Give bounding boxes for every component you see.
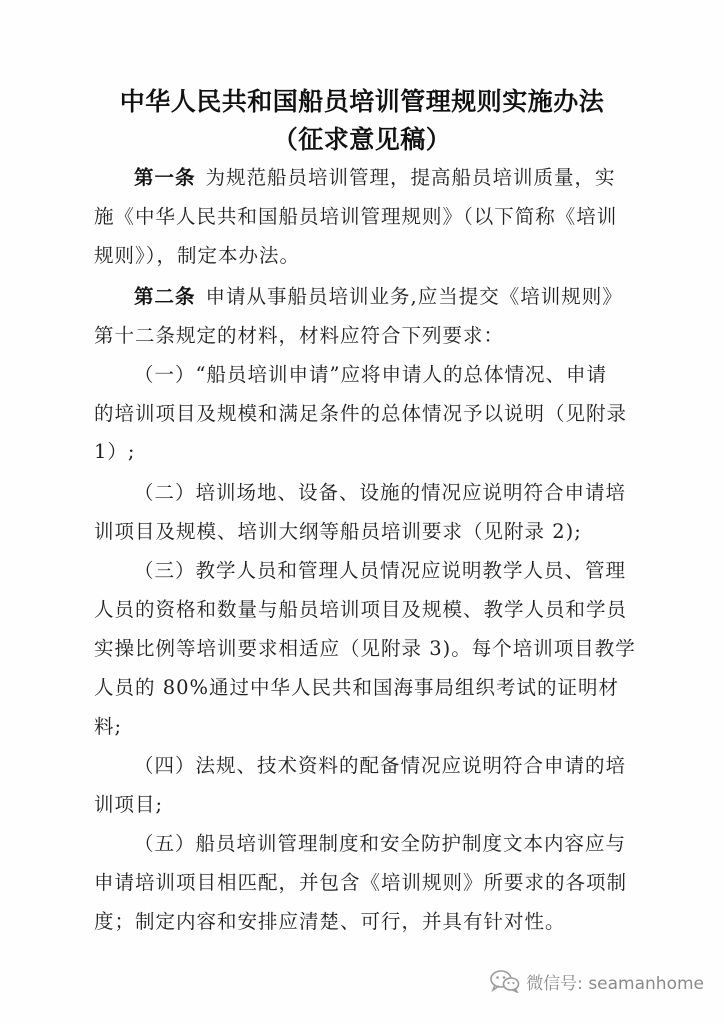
item-4-line-2: 训项目; bbox=[94, 793, 164, 816]
item-5-line-2: 申请培训项目相匹配，并包含《培训规则》所要求的各项制 bbox=[94, 871, 628, 894]
item-1-line-3: 1）; bbox=[94, 440, 136, 463]
article-2-label: 第二条 bbox=[134, 285, 196, 308]
item-3-line-1: （三）教学人员和管理人员情况应说明教学人员、管理 bbox=[134, 559, 627, 582]
item-3-line-5: 料; bbox=[94, 715, 123, 738]
item-2-line-2: 训项目及规模、培训大纲等船员培训要求（见附录 2); bbox=[94, 520, 582, 543]
article-2-text: 申请从事船员培训业务,应当提交《培训规则》 bbox=[205, 285, 623, 308]
article-2-line-2: 第十二条规定的材料，材料应符合下列要求： bbox=[94, 324, 505, 347]
document-title: 中华人民共和国船员培训管理规则实施办法 bbox=[119, 87, 605, 116]
item-1-line-2: 的培训项目及规模和满足条件的总体情况予以说明（见附录 bbox=[94, 402, 628, 425]
wechat-icon bbox=[490, 969, 520, 993]
wechat-watermark bbox=[490, 968, 704, 994]
watermark-text: 微信号: seamanhome bbox=[526, 973, 704, 994]
article-2-line-1 bbox=[134, 285, 634, 309]
item-2-line-1: （二）培训场地、设备、设施的情况应说明符合申请培 bbox=[134, 481, 627, 504]
item-5-line-1: （五）船员培训管理制度和安全防护制度文本内容应与 bbox=[134, 832, 627, 855]
item-1-line-1: （一）“船员培训申请”应将申请人的总体情况、申请 bbox=[134, 363, 607, 386]
article-1-line-2: 施《中华人民共和国船员培训管理规则》（以下简称《培训 bbox=[94, 205, 618, 228]
item-3-line-4: 人员的 80%通过中华人民共和国海事局组织考试的证明材 bbox=[94, 676, 620, 699]
article-1-line-1 bbox=[134, 166, 634, 190]
item-3-line-2: 人员的资格和数量与船员培训项目及规模、教学人员和学员 bbox=[94, 598, 628, 621]
article-1-label: 第一条 bbox=[134, 166, 196, 189]
document-subtitle: （征求意见稿） bbox=[272, 125, 452, 154]
article-1-line-3: 规则》），制定本办法。 bbox=[94, 244, 301, 267]
item-4-line-1: （四）法规、技术资料的配备情况应说明符合申请的培 bbox=[134, 754, 627, 777]
item-5-line-3: 度；制定内容和安排应清楚、可行，并具有针对性。 bbox=[94, 910, 566, 933]
item-3-line-3: 实操比例等培训要求相适应（见附录 3)。每个培训项目教学 bbox=[94, 637, 636, 660]
article-1-text: 为规范船员培训管理，提高船员培训质量，实 bbox=[205, 166, 616, 189]
